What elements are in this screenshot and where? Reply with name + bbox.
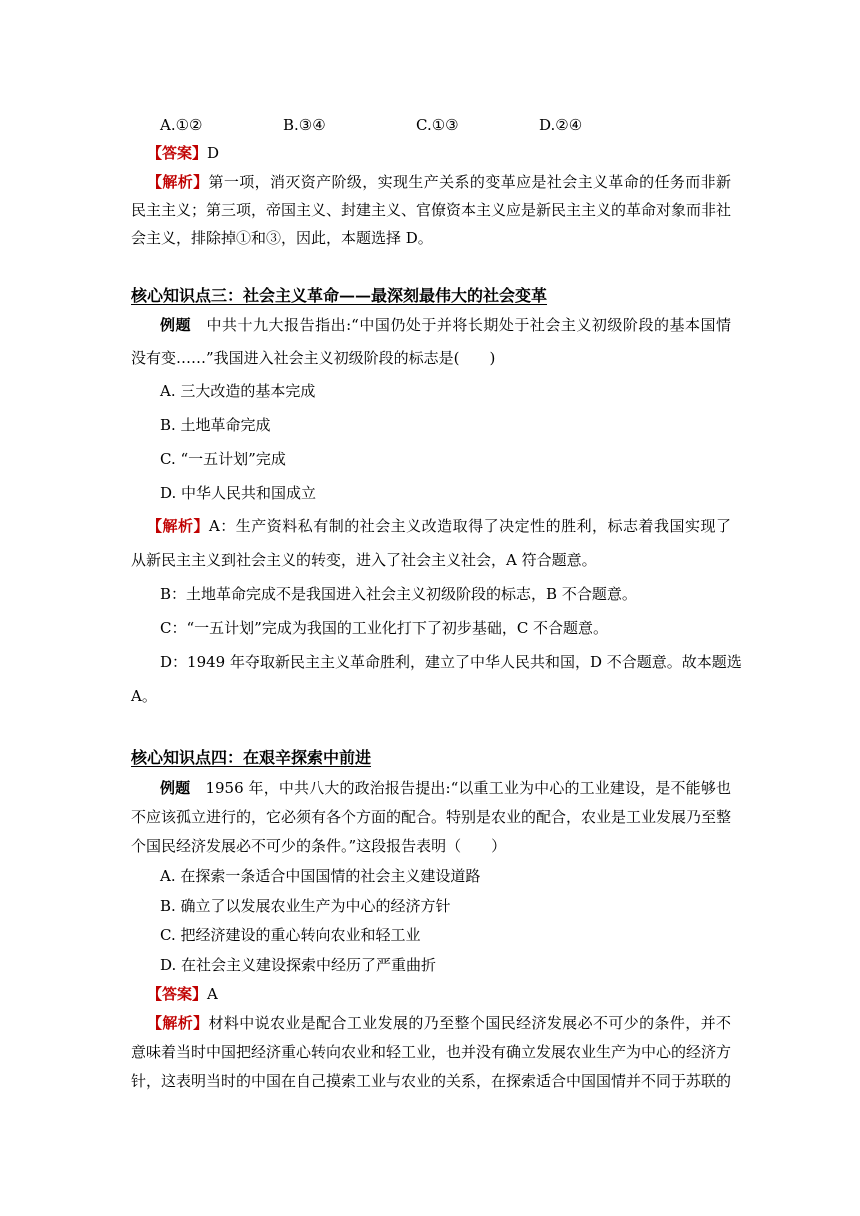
- s3-option-d: D. 中华人民共和国成立: [160, 484, 317, 502]
- section3-title: 核心知识点三：社会主义革命——最深刻最伟大的社会变革: [131, 286, 548, 305]
- question-text: 1956 年，中共八大的政治报告提出:“以重工业为中心的工业建设，是不能够也: [205, 779, 731, 797]
- example-label: 例题: [160, 316, 192, 334]
- analysis-label: 【解析】: [147, 1014, 209, 1032]
- prev-option-c: C.①③: [416, 116, 459, 134]
- s3-option-a: A. 三大改造的基本完成: [160, 382, 316, 400]
- s3-analysis-line-3: B：土地革命完成不是我国进入社会主义初级阶段的标志，B 不合题意。: [160, 585, 637, 603]
- s4-question-line-1: [160, 778, 731, 798]
- analysis-label: 【解析】: [147, 173, 209, 191]
- s3-option-b: B. 土地革命完成: [160, 416, 271, 434]
- s4-option-c: C. 把经济建设的重心转向农业和轻工业: [160, 926, 421, 944]
- section4-title: 核心知识点四：在艰辛探索中前进: [131, 748, 372, 767]
- s4-option-d: D. 在社会主义建设探索中经历了严重曲折: [160, 956, 437, 974]
- s3-question-line-2: 没有变……”我国进入社会主义初级阶段的标志是( ): [131, 349, 496, 367]
- answer-label: 【答案】: [147, 985, 208, 1003]
- answer-label: 【答案】: [147, 144, 208, 162]
- s4-option-b: B. 确立了以发展农业生产为中心的经济方针: [160, 897, 451, 915]
- prev-answer: [147, 143, 747, 163]
- s3-analysis-line-2: 从新民主主义到社会主义的转变，进入了社会主义社会，A 符合题意。: [131, 551, 597, 569]
- analysis-text: 第一项，消灭资产阶级，实现生产关系的变革应是社会主义革命的任务而非新: [208, 173, 731, 191]
- analysis-text: 材料中说农业是配合工业发展的乃至整个国民经济发展必不可少的条件，并不: [208, 1014, 731, 1032]
- prev-analysis-line-3: 会主义，排除掉①和③，因此，本题选择 D。: [131, 229, 433, 247]
- prev-option-d: D.②④: [539, 116, 583, 134]
- s3-analysis-line-5: D：1949 年夺取新民主主义革命胜利，建立了中华人民共和国，D 不合题意。故本题选: [160, 653, 742, 671]
- s4-question-line-3: 个国民经济发展必不可少的条件。”这段报告表明（ ）: [131, 837, 507, 855]
- s3-option-c: C. “一五计划”完成: [160, 450, 286, 468]
- analysis-text: A：生产资料私有制的社会主义改造取得了决定性的胜利，标志着我国实现了: [208, 517, 731, 535]
- s4-analysis-line-1: [147, 1013, 731, 1033]
- s3-analysis-line-4: C：“一五计划”完成为我国的工业化打下了初步基础，C 不合题意。: [160, 619, 609, 637]
- analysis-label: 【解析】: [147, 517, 209, 535]
- s4-analysis-line-2: 意味着当时中国把经济重心转向农业和轻工业，也并没有确立发展农业生产为中心的经济方: [131, 1043, 732, 1061]
- prev-option-a: A.①②: [160, 116, 203, 134]
- prev-analysis-line-1: [147, 172, 731, 192]
- question-text: 中共十九大报告指出:“中国仍处于并将长期处于社会主义初级阶段的基本国情: [206, 316, 731, 334]
- s4-option-a: A. 在探索一条适合中国国情的社会主义建设道路: [160, 867, 481, 885]
- answer-value: D: [207, 144, 220, 162]
- s3-question-line-1: [160, 315, 731, 335]
- s4-question-line-2: 不应该孤立进行的，它必须有各个方面的配合。特别是农业的配合，农业是工业发展乃至整: [131, 808, 732, 826]
- s3-analysis-line-1: [147, 516, 731, 536]
- s3-analysis-line-6: A。: [131, 687, 157, 705]
- prev-analysis-line-2: 民主主义；第三项，帝国主义、封建主义、官僚资本主义应是新民主主义的革命对象而非社: [131, 201, 732, 219]
- s4-answer: [147, 984, 747, 1004]
- s4-analysis-line-3: 针，这表明当时的中国在自己摸索工业与农业的关系，在探索适合中国国情并不同于苏联的: [131, 1072, 732, 1090]
- prev-option-b: B.③④: [283, 116, 326, 134]
- answer-value: A: [207, 985, 218, 1003]
- prev-options-row: [160, 115, 760, 135]
- example-label: 例题: [160, 779, 191, 797]
